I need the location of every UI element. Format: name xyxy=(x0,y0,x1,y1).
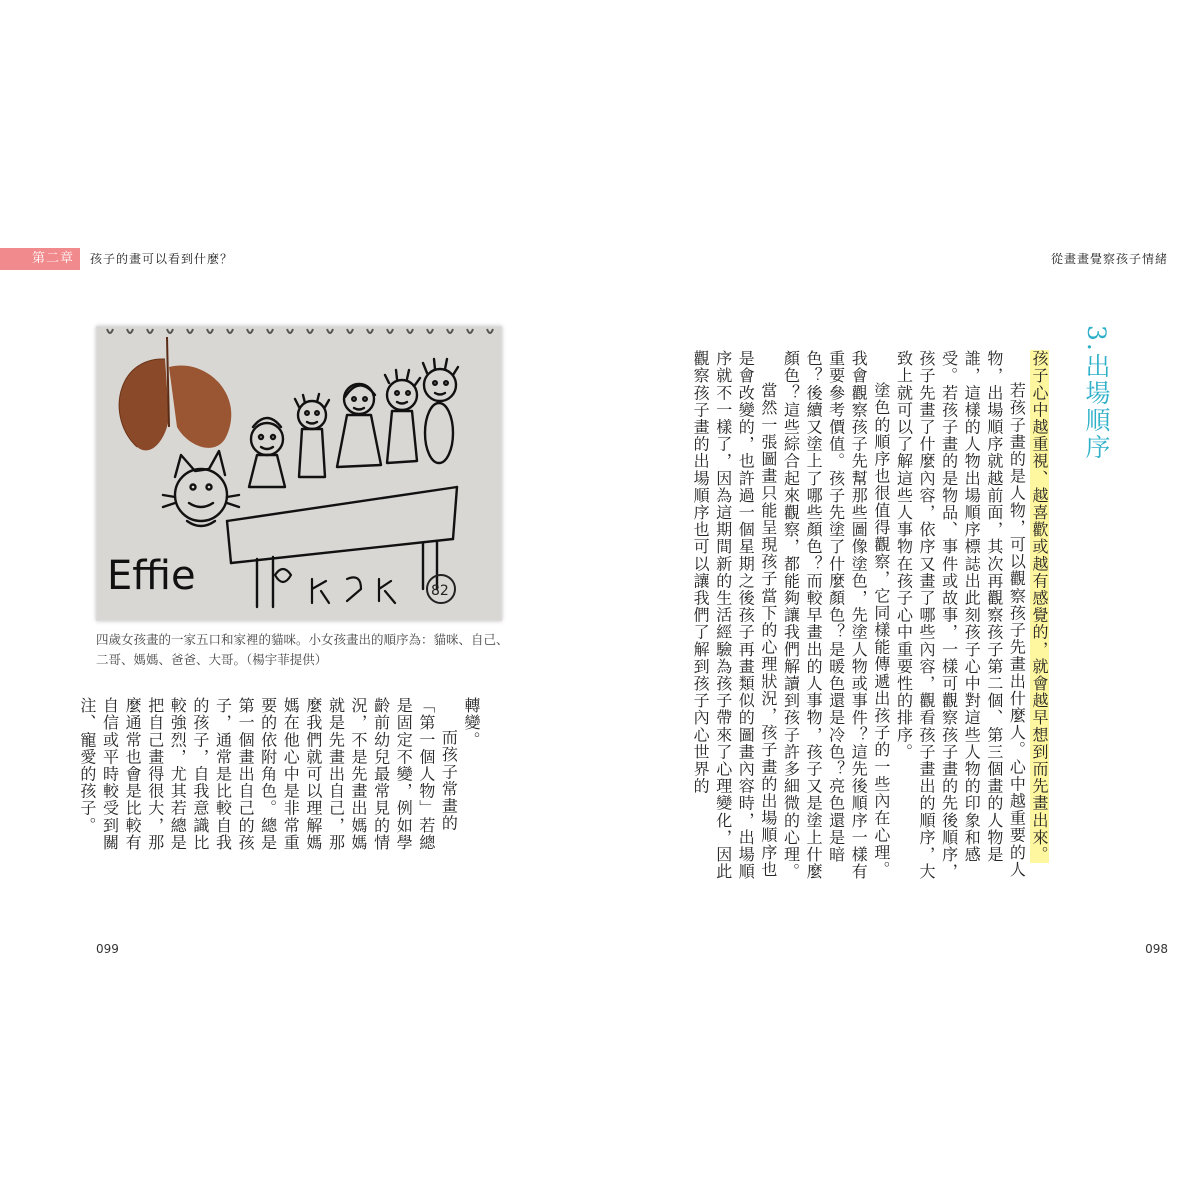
page-number-right: 098 xyxy=(1145,942,1168,956)
right-paragraph-3: 當然一張圖畫只能呈現孩子當下的心理狀況，孩子畫的出場順序也是會改變的，也許過一個星期之後孩子再畫類似的圖畫內容時，出場順序就不一樣了，因為這期間新的生活經驗為孩子帶來了心理變化，因此觀察孩子畫的出場順序也可以讓我們了解到孩子內心世界的 xyxy=(691,350,778,881)
lead-highlight xyxy=(1027,350,1050,888)
drawing-signature: Effie xyxy=(107,553,196,599)
section-heading: 3.出場順序 xyxy=(1082,325,1111,461)
right-body-text xyxy=(689,350,1051,888)
child-drawing-illustration xyxy=(97,327,501,620)
drawing-age-text: 82 xyxy=(431,583,449,599)
left-paragraph-1: 轉變。 xyxy=(462,697,481,749)
left-body-text xyxy=(75,697,482,865)
right-paragraph-1: 若孩子畫的是人物，可以觀察孩子先畫出什麼人。心中越重要的人物，出場順序就越前面，其次再觀察孩子第二個、第三個畫的人物是誰，這樣的人物出場順序標誌出此刻孩子心中對這些人物的印象和感受。若孩子畫的是物品、事件或故事，一樣可觀察孩子畫的先後順序，孩子先畫了什麼內容，依序又畫了哪些內容，觀看孩子畫出的順序，大致上就可以了解這些人事物在孩子心中重要性的排序。 xyxy=(894,350,1027,881)
photo-caption: 四歲女孩畫的一家五口和家裡的貓咪。小女孩畫出的順序為：貓咪、自己、二哥、媽媽、爸爸、大哥。（楊宇菲提供） xyxy=(96,632,509,667)
left-paragraph-2: 而孩子常畫的「第一個人物」若總是固定不變，例如學齡前幼兒最常見的情況，不是先畫出媽媽就是先畫出自己，那麼我們就可以理解媽媽在他心中是非常重要的依附角色。總是第一個畫出自己的孩子，通常是比較自我的孩子，自我意識比較強烈，尤其若總是把自己畫得很大，那麼通常也會是比較有自信或平時較受到關注、寵愛的孩子。 xyxy=(77,697,459,851)
running-head: 從畫畫覺察孩子情緒 xyxy=(1050,252,1168,266)
right-paragraph-2: 塗色的順序也很值得觀察，它同樣能傳遞出孩子的一些內在心理。我會觀察孩子先幫那些圖像塗色，先塗人物或事件？這先後順序一樣有重要參考價值。孩子先塗了什麼顏色？是暖色還是冷色？亮色還是暗色？後續又塗上了哪些顏色？而較早畫出的人事物，孩子又是塗上什麼顏色？這些綜合起來觀察，都能夠讓我們解讀到孩子許多細微的心理。 xyxy=(781,350,891,881)
highlighted-lead: 孩子心中越重視、越喜歡或越有感覺的，就會越早想到而先畫出來。 xyxy=(1030,350,1049,863)
page-number-left: 099 xyxy=(96,942,119,956)
chapter-title: 孩子的畫可以看到什麼？ xyxy=(90,252,234,266)
child-drawing-photo xyxy=(96,326,502,621)
chapter-tab: 第二章 xyxy=(0,248,80,270)
